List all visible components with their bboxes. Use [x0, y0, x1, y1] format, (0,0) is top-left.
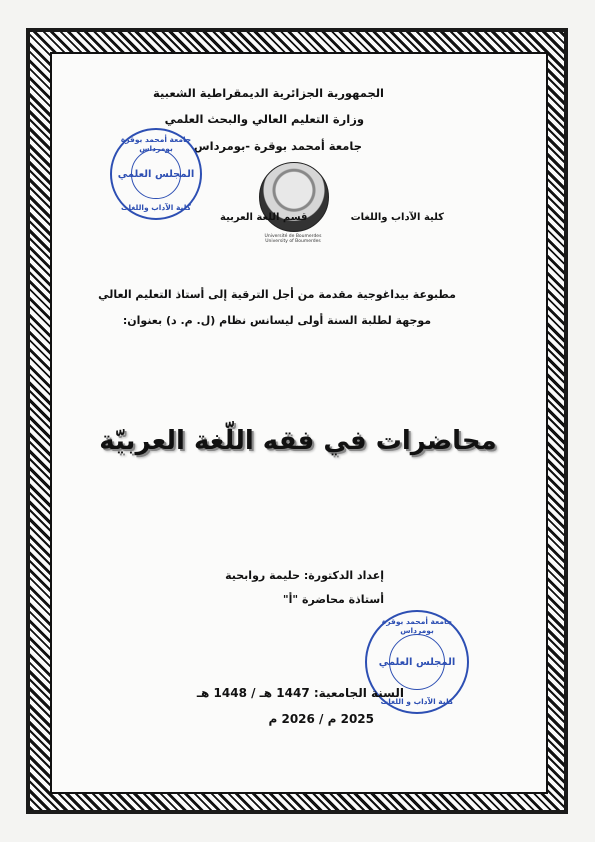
intro-line-1: مطبوعة بيداغوجية مقدمة من أجل الترقية إلى أستاذ التعليم العالي — [98, 288, 456, 301]
document-title: محاضرات في فقه اللّغة العربيّة — [99, 426, 497, 456]
cover-content — [52, 54, 544, 790]
faculty-name: كلية الآداب واللغات — [350, 212, 444, 223]
ministry-heading: وزارة التعليم العالي والبحث العلمي — [164, 112, 364, 126]
university-heading: جامعة أمحمد بوقرة -بومرداس — [193, 139, 362, 153]
author-line: إعداد الدكتورة: حليمة روابحية — [225, 569, 384, 582]
stamp-label: المجلس العلمي — [378, 656, 456, 668]
stamp-top-text: جامعة أمحمد بوقرة بومرداس — [120, 135, 192, 153]
republic-heading: الجمهورية الجزائرية الديمقراطية الشعبية — [152, 86, 384, 100]
stamp-bottom-text: كلية الآداب و اللغات — [380, 697, 454, 706]
logo-caption: Université de Boumerdes University of Boumerdes — [264, 234, 322, 244]
intro-line-2: موجهة لطلبة السنة أولى ليسانس نظام (ل. م. د) بعنوان: — [122, 314, 432, 327]
stamp-bottom-text: كلية الآداب واللغات — [120, 203, 192, 212]
department-name: قسم اللغة العربية — [220, 212, 308, 223]
author-rank: أستاذة محاضرة "أ" — [282, 593, 384, 606]
academic-year-gregorian: 2025 م / 2026 م — [268, 712, 374, 726]
stamp-top-text: جامعة أمحمد بوقرة بومرداس — [381, 617, 453, 635]
academic-year-hijri: السنة الجامعية: 1447 هـ / 1448 هـ — [196, 686, 404, 700]
stamp-label: المجلس العلمي — [117, 168, 195, 180]
council-stamp-top — [110, 128, 202, 220]
